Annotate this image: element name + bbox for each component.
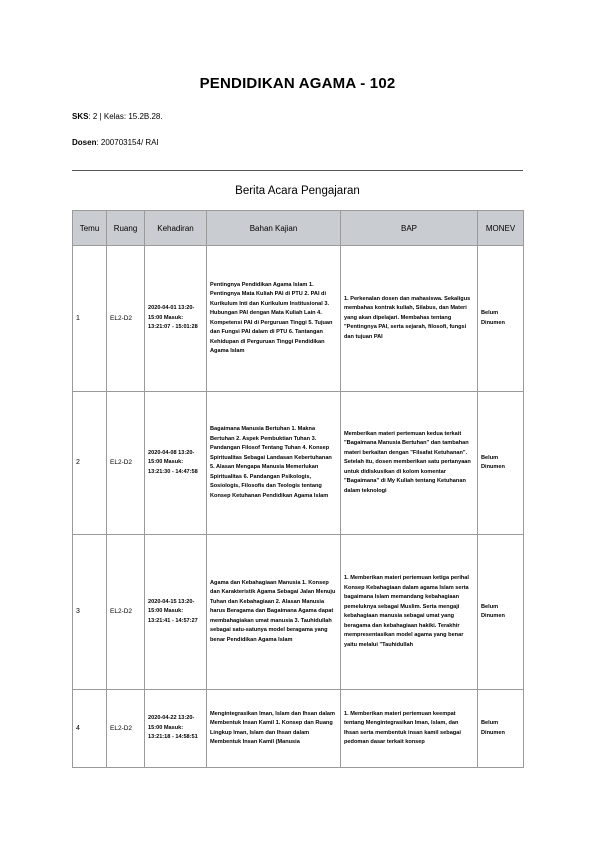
dosen-line [72,138,159,147]
sks-line [72,112,163,121]
cell-kehadiran: 2020-04-01 13:20-15:00 Masuk: 13:21:07 - 15:01:28 [145,246,207,392]
cell-bahan-kajian: Bagaimana Manusia Bertuhan 1. Makna Bertuhan 2. Aspek Pembuktian Tuhan 3. Pandangan Filosof Tentang Tuhan 4. Konsep Spiritualitas Sebagai Landasan Kebertuhanan 5. Alasan Mengapa Manusia Memerlukan Spiritualitas 6. Pandangan Psikologis, Sosiologis, Filosofis dan Teologis tentang Konsep Ketuhanan Pendidikan Agama Islam [207,392,341,535]
cell-bap: 1. Perkenalan dosen dan mahasiswa. Sekaligus membahas kontrak kuliah, Silabus, dan Materi yang akan dipelajari. Membahas tentang "Pentingnya PAI, serta sejarah, filosofi, fungsi dan tujuan PAI [341,246,478,392]
dosen-label: Dosen [72,138,97,147]
table-row [73,246,524,392]
header-bap: BAP [341,211,478,246]
header-bahan-kajian: Bahan Kajian [207,211,341,246]
cell-bahan-kajian: Mengintegrasikan Iman, Islam dan Ihsan dalam Membentuk Insan Kamil 1. Konsep dan Ruang Lingkup Iman, Islam dan Ihsan dalam Membentuk Insan Kamil (Manusia [207,690,341,768]
cell-temu: 2 [73,392,107,535]
cell-temu: 1 [73,246,107,392]
cell-bap: 1. Memberikan materi pertemuan keempat tentang Mengintegrasikan Iman, Islam, dan Ihsan serta membentuk insan kamil sebagai pedoman dasar terkait konsep [341,690,478,768]
cell-ruang: EL2-D2 [107,246,145,392]
cell-temu: 4 [73,690,107,768]
header-monev: MONEV [478,211,524,246]
section-title: Berita Acara Pengajaran [235,185,360,197]
cell-ruang: EL2-D2 [107,392,145,535]
cell-kehadiran: 2020-04-22 13:20-15:00 Masuk: 13:21:18 - 14:58:51 [145,690,207,768]
cell-bahan-kajian: Agama dan Kebahagiaan Manusia 1. Konsep dan Karakteristik Agama Sebagai Jalan Menuju Tuhan dan Kebahagiaan 2. Alasan Manusia harus Beragama dan Bagaimana Agama dapat membahagiakan umat manusia 3. Tauhidullah sebagai satu-satunya model beragama yang benar Pendidikan Agama Islam [207,535,341,690]
header-kehadiran: Kehadiran [145,211,207,246]
table-row [73,690,524,768]
page-title: PENDIDIKAN AGAMA - 102 [199,75,396,92]
cell-kehadiran: 2020-04-08 13:20-15:00 Masuk: 13:21:30 - 14:47:58 [145,392,207,535]
cell-ruang: EL2-D2 [107,535,145,690]
header-temu: Temu [73,211,107,246]
bap-table [72,210,524,768]
sks-value: : 2 | Kelas: 15.2B.28. [88,112,163,121]
dosen-value: : 200703154/ RAI [96,138,159,147]
cell-bap: Memberikan materi pertemuan kedua terkait "Bagaimana Manusia Bertuhan" dan tambahan materi berkaitan dengan "Filsafat Ketuhanan". Setelah itu, dosen memberikan satu pertanyaan untuk didiskusikan di kolom komentar "Bagaimana" di My Kuliah tentang Ketuhanan dalam teknologi [341,392,478,535]
cell-ruang: EL2-D2 [107,690,145,768]
cell-kehadiran: 2020-04-15 13:20-15:00 Masuk: 13:21:41 - 14:57:27 [145,535,207,690]
cell-monev: Belum Dinumen [478,690,524,768]
cell-bap: 1. Memberikan materi pertemuan ketiga perihal Konsep Kebahagiaan dalam agama Islam serta bagaimana Islam memandang kebahagiaan pemeluknya sebagai Muslim. Serta mengaji kebahagiaan manusia sebagai umat yang beragama dan kebahagiaan hakiki. Terakhir mempresentasikan model agama yang benar yaitu melalui "Tauhidullah [341,535,478,690]
cell-monev: Belum Dinumen [478,246,524,392]
header-ruang: Ruang [107,211,145,246]
sks-label: SKS [72,112,89,121]
cell-temu: 3 [73,535,107,690]
cell-bahan-kajian: Pentingnya Pendidikan Agama Islam 1. Pentingnya Mata Kuliah PAI di PTU 2. PAI di Kurikulum Inti dan Kurikulum Institusional 3. Hubungan PAI dengan Mata Kuliah Lain 4. Kompetensi PAI di Perguruan Tinggi 5. Tujuan dan Fungsi PAI dalam di PTU 6. Tantangan Kehidupan di Perguruan Tinggi Pendidikan Agama Islam [207,246,341,392]
table-header-row [73,211,524,246]
cell-monev: Belum Dinumen [478,535,524,690]
table-row [73,392,524,535]
cell-monev: Belum Dinumen [478,392,524,535]
divider [72,170,523,171]
table-row [73,535,524,690]
